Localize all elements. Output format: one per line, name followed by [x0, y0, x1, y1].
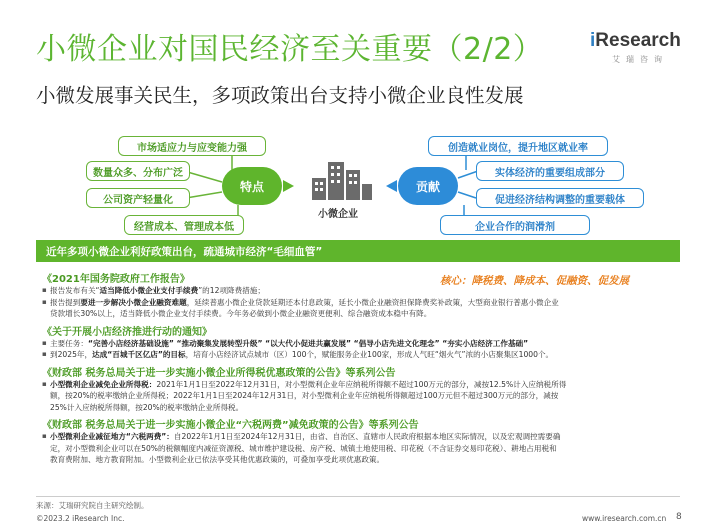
section-title: 《财政部 税务总局关于进一步实施小微企业所得税优惠政策的公告》等系列公告: [42, 367, 396, 379]
contribution-box-2: 实体经济的重要组成部分: [476, 161, 624, 181]
feature-box-4: 经营成本、管理成本低: [124, 215, 244, 235]
bullet: ▪ 主要任务：“完善小店经济基础设施” “推动聚集发展转型升级” “以大代小促进共赢发展” “倡导小店先进文化理念” “夯实小店经济工作基础”: [42, 338, 682, 350]
bullet: ▪ 报告发布有关“适当降低小微企业支付手续费”的12项降费措施；: [42, 285, 682, 297]
contribution-box-1: 创造就业岗位，提升地区就业率: [428, 136, 608, 156]
bullet: ▪ 小型微利企业减免企业所得税：2021年1月1日至2022年12月31日，对小型微利企业年应纳税所得额不超过100万元的部分，减按12.5%计入应纳税所得: [42, 379, 682, 391]
bullet-continuation: 贷款增长30%以上，适当降低小微企业支付手续费。今年务必做到小微企业融资更便利、综合融资成本稳中有降。: [50, 309, 432, 318]
section-title: 《关于开展小店经济推进行动的通知》: [42, 326, 212, 338]
logo-subtext: 艾瑞咨询: [612, 55, 668, 64]
bullet: ▪ 小型微利企业减征地方“六税两费”：自2022年1月1日至2024年12月31日，由省、自治区、直辖市人民政府根据本地区实际情况，以及宏观调控需要确: [42, 431, 682, 443]
contribution-box-3: 促进经济结构调整的重要载体: [476, 188, 644, 208]
website-link[interactable]: www.iresearch.com.cn: [582, 514, 667, 523]
section-title: 《财政部 税务总局关于进一步实施小微企业“六税两费”减免政策的公告》等系列公告: [42, 420, 419, 431]
page-number: 8: [676, 512, 682, 522]
logo-wordmark: iResearch: [590, 30, 681, 51]
bullet-continuation: 教育费附加、地方教育附加。小型微利企业已依法享受其他优惠政策的，可叠加享受此项优惠政策。: [50, 455, 385, 464]
footer-divider: [36, 496, 680, 497]
small-business-label: 小微企业: [318, 209, 358, 220]
policy-banner: 近年多项小微企业利好政策出台，疏通城市经济“毛细血管”: [36, 240, 680, 262]
feature-box-3: 公司资产轻量化: [86, 188, 190, 208]
copyright: ©2023.2 iResearch Inc.: [36, 514, 125, 523]
section-title: 《2021年国务院政府工作报告》: [42, 274, 190, 285]
feature-box-1: 市场适应力与应变能力强: [118, 136, 266, 156]
page-title: 小微企业对国民经济至关重要（2/2）: [36, 32, 544, 67]
feature-box-2: 数量众多、分布广泛: [86, 161, 190, 181]
page-subtitle: 小微发展事关民生，多项政策出台支持小微企业良性发展: [36, 84, 524, 107]
bullet-continuation: 25%计入应纳税所得额，按20%的税率缴纳企业所得税。: [50, 402, 244, 412]
building-icon: [312, 162, 372, 200]
bullet: ▪ 报告提到要进一步解决小微企业融资难题，延续普惠小微企业贷款延期还本付息政策，延长小微企业融资担保降费奖补政策，大型商业银行普惠小微企业: [42, 297, 682, 309]
policy-content: [42, 270, 682, 466]
bullet: ▪ 到2025年，达成“百城千区亿店”的目标，培育小店经济试点城市（区）100个，赋能服务企业100家，形成人气旺“烟火气”浓的小店聚集区1000个。: [42, 349, 682, 361]
contribution-box-4: 企业合作的润滑剂: [440, 215, 590, 235]
bullet-continuation: 定，对小型微利企业可以在50%的税额幅度内减征资源税、城市维护建设税、房产税、城镇土地使用税、印花税（不含证券交易印花税）、耕地占用税和: [50, 443, 557, 453]
features-label: 特点: [222, 167, 282, 205]
contribution-label: 贡献: [398, 167, 458, 205]
bullet-continuation: 额，按20%的税率缴纳企业所得税；2022年1月1日至2024年12月31日，对小型微利企业年应纳税所得额超过100万元但不超过300万元的部分，减按: [50, 391, 559, 400]
source-note: 来源：艾瑞研究院自主研究绘制。: [36, 501, 149, 510]
core-summary: 核心：降税费、降成本、促融资、促发展: [440, 275, 629, 287]
